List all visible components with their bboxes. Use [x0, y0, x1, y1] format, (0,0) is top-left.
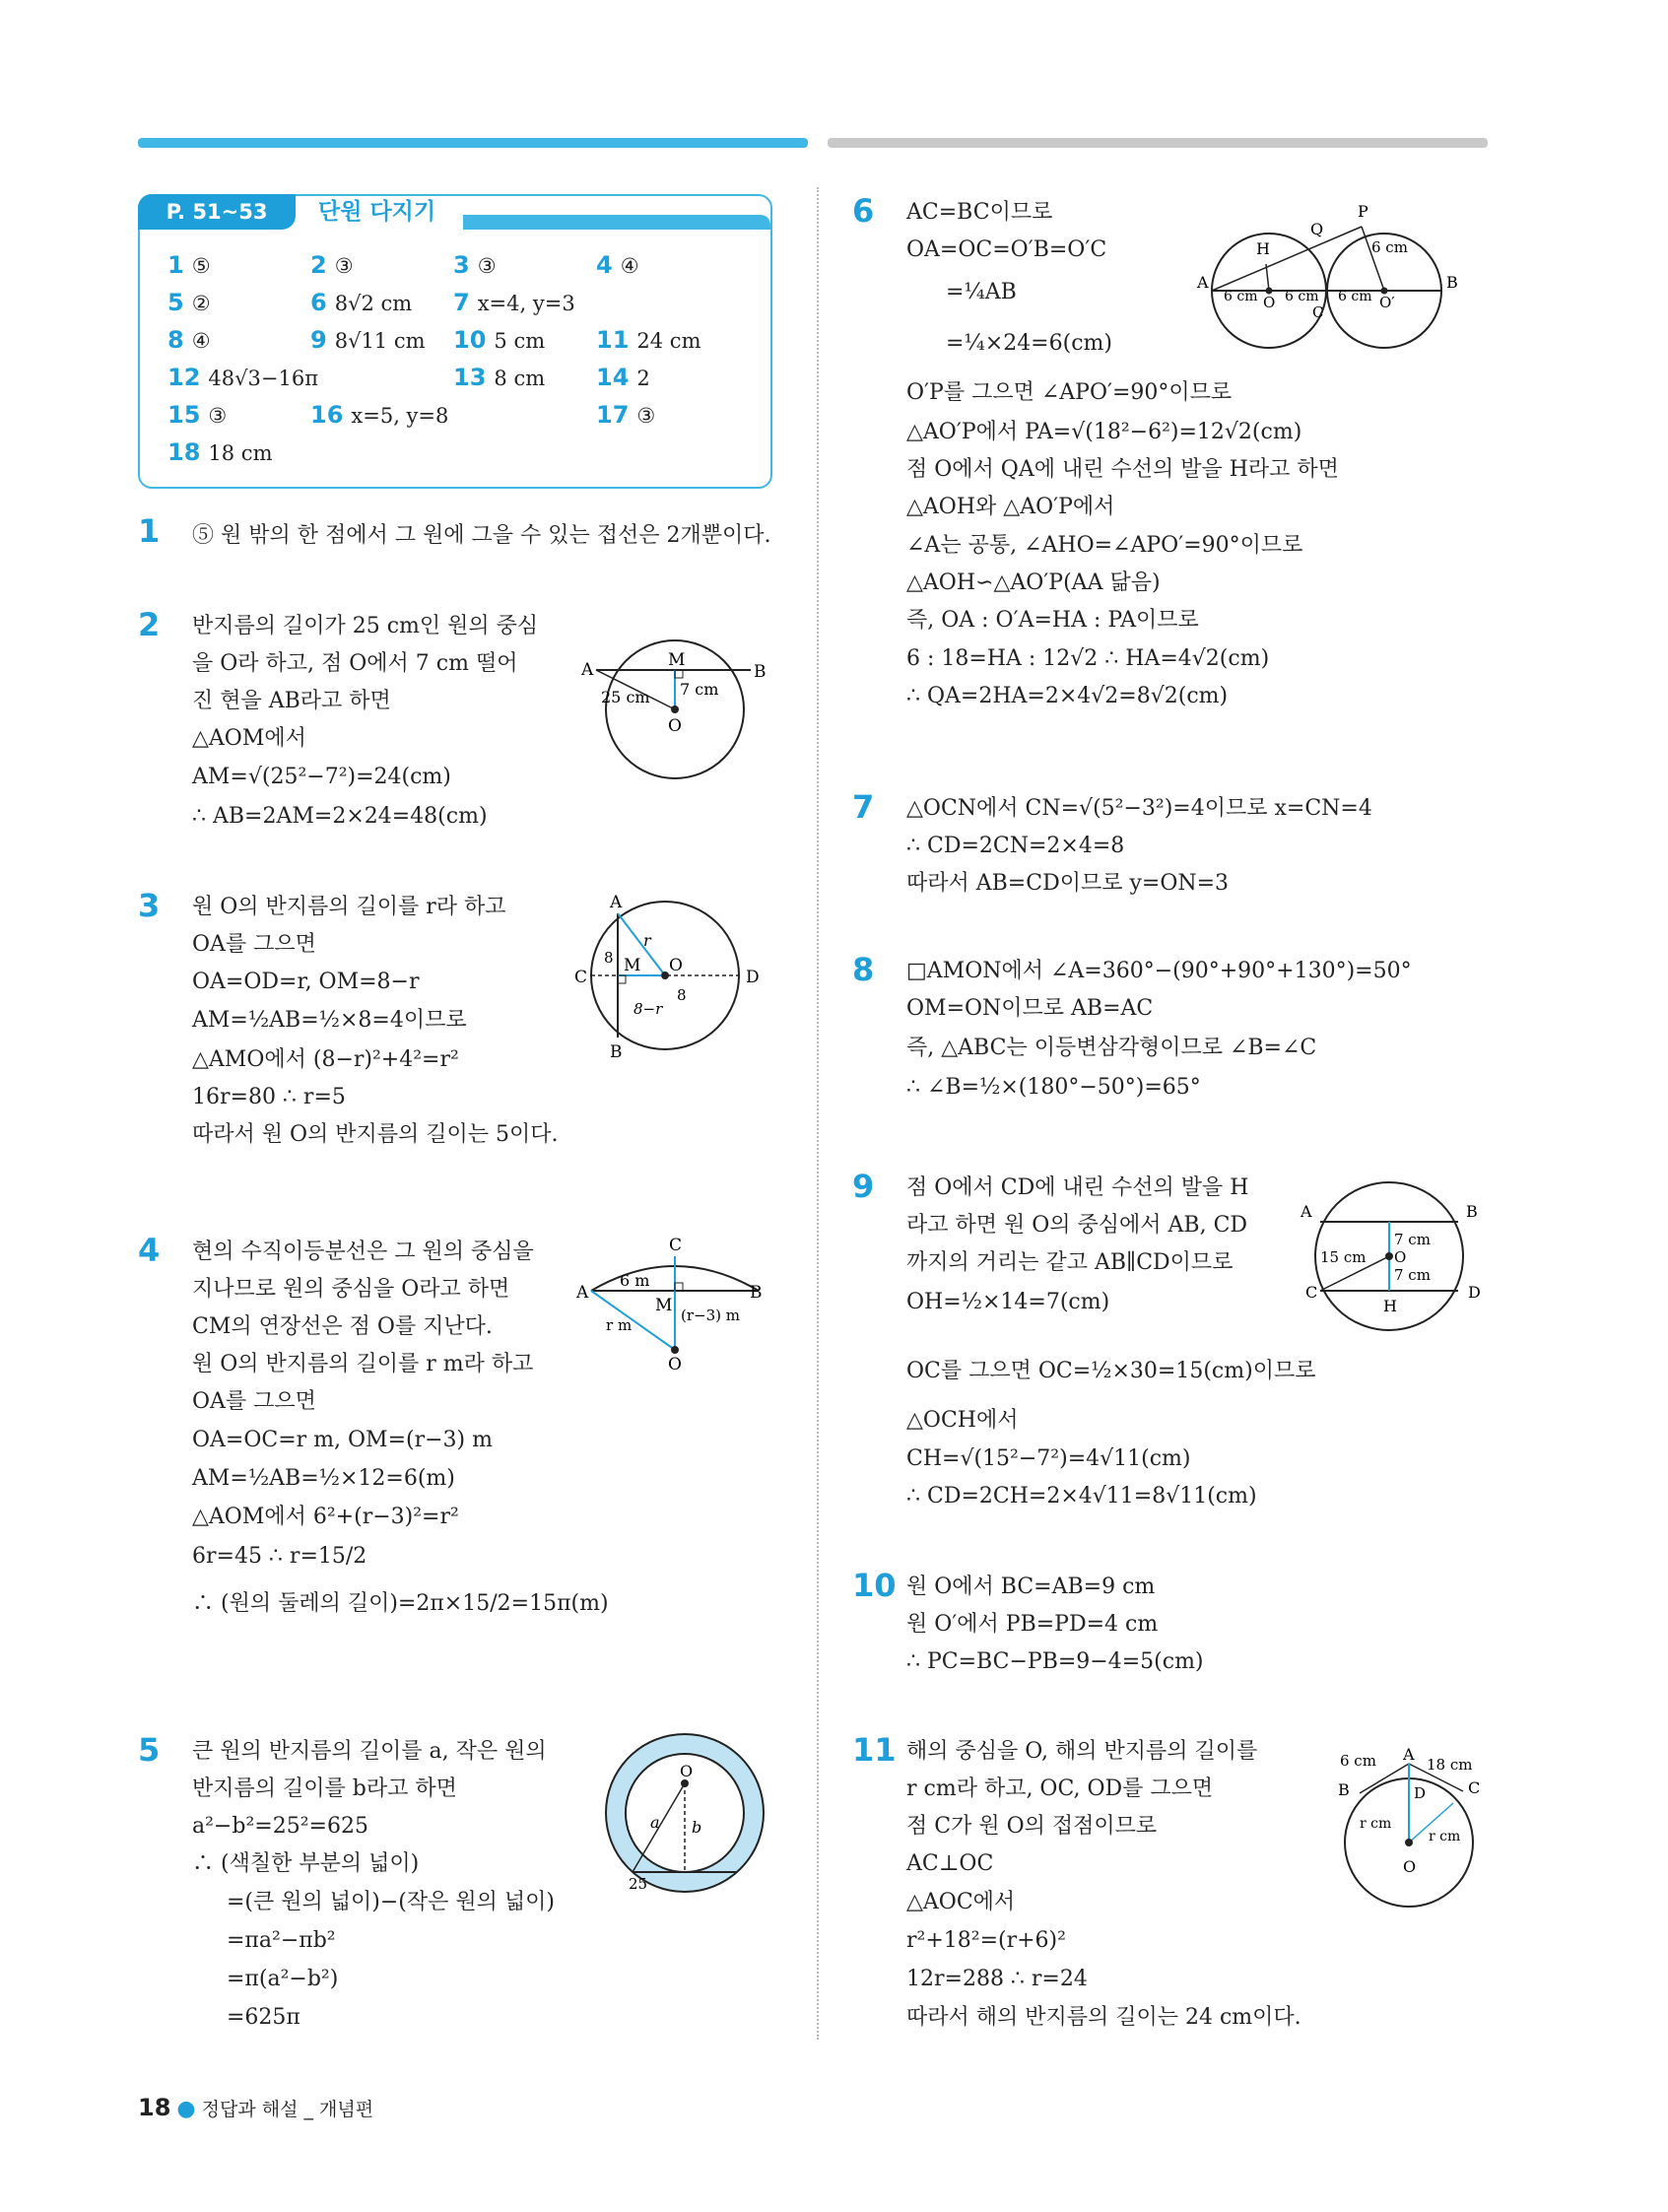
fig11-label: 18 cm — [1427, 1756, 1473, 1774]
figure-9 — [1291, 1177, 1488, 1340]
solution-line: =¼×24=6(cm) — [946, 331, 1112, 356]
answer-item — [167, 401, 227, 429]
solution-line: 따라서 AB=CD이므로 y=ON=3 — [906, 871, 1230, 896]
solution-line: a²−b²=25²=625 — [192, 1814, 368, 1839]
answer-value: ③ — [636, 404, 656, 428]
answer-value: ④ — [620, 254, 639, 278]
footer-dot-icon: ● — [176, 2097, 196, 2121]
fig6-label: 6 cm — [1285, 289, 1319, 304]
solution-line: 점 O에서 CD에 내린 수선의 발을 H — [906, 1175, 1249, 1200]
answer-value: 18 cm — [208, 441, 273, 465]
answer-number: 5 — [167, 289, 184, 316]
solution-line: 진 현을 AB라고 하면 — [192, 689, 391, 713]
solution-line: 점 O에서 QA에 내린 수선의 발을 H라고 하면 — [906, 457, 1339, 482]
solution-line: CH=√(15²−7²)=4√11(cm) — [906, 1446, 1191, 1471]
solution-line: AC=BC이므로 — [906, 200, 1053, 225]
fig4-label: C — [669, 1237, 683, 1255]
solution-line: 원 O에서 BC=AB=9 cm — [906, 1575, 1156, 1599]
fig11-label: r cm — [1429, 1829, 1461, 1844]
solution-line: OC를 그으면 OC=½×30=15(cm)이므로 — [906, 1359, 1316, 1383]
solution-line: 즉, OA : O′A=HA : PA이므로 — [906, 608, 1199, 633]
fig11-label: D — [1414, 1784, 1427, 1802]
problem-number: 11 — [852, 1731, 897, 1769]
solution-line: 현의 수직이등분선은 그 원의 중심을 — [192, 1240, 534, 1264]
fig2-label: 25 cm — [601, 688, 650, 706]
fig4-label: O — [668, 1355, 682, 1374]
answer-item — [167, 251, 211, 279]
solution-line: ∴ CD=2CN=2×4=8 — [906, 834, 1125, 858]
page-footer — [138, 2094, 373, 2121]
header-bar-left — [138, 138, 808, 148]
answer-value: 24 cm — [636, 329, 701, 353]
fig5-label: a — [650, 1813, 660, 1832]
solution-line: 12r=288 ∴ r=24 — [906, 1967, 1088, 1991]
answer-value: 8 cm — [494, 367, 546, 390]
solution-line: △AOM에서 — [192, 726, 306, 751]
solution-line: 까지의 거리는 같고 AB∥CD이므로 — [906, 1250, 1234, 1275]
fig4-label: r m — [606, 1316, 633, 1334]
figure-6 — [1182, 197, 1493, 355]
solution-line: =625π — [227, 2005, 300, 2030]
page-number: 18 — [138, 2094, 171, 2121]
answer-item — [167, 326, 211, 354]
solution-line: ∴ CD=2CH=2×4√11=8√11(cm) — [906, 1484, 1257, 1508]
fig11-label: B — [1338, 1780, 1350, 1799]
solution-line: ⑤ 원 밖의 한 점에서 그 원에 그을 수 있는 접선은 2개뿐이다. — [192, 523, 771, 548]
footer-label: 정답과 해설 _ 개념편 — [201, 2099, 374, 2120]
fig9-label: 7 cm — [1394, 1266, 1431, 1284]
answer-item — [167, 438, 272, 466]
answer-number: 13 — [453, 364, 487, 391]
solution-line: ∴ ∠B=½×(180°−50°)=65° — [906, 1075, 1201, 1100]
fig2-label: B — [754, 662, 767, 682]
solution-line: OA를 그으면 — [192, 1389, 316, 1414]
solution-line: 을 O라 하고, 점 O에서 7 cm 떨어 — [192, 651, 518, 676]
answer-item — [310, 326, 426, 354]
answer-value: ③ — [477, 254, 497, 278]
solution-line: 라고 하면 원 O의 중심에서 AB, CD — [906, 1213, 1248, 1238]
problem-number: 9 — [852, 1168, 875, 1205]
solution-line: △OCN에서 CN=√(5²−3²)=4이므로 x=CN=4 — [906, 796, 1372, 821]
figure-11 — [1330, 1744, 1488, 1916]
problem-number: 8 — [852, 951, 875, 988]
fig3-label: r — [643, 931, 651, 950]
fig9-label: 7 cm — [1394, 1231, 1431, 1248]
header-bar-right — [828, 138, 1488, 148]
solution-line: 원 O의 반지름의 길이를 r라 하고 — [192, 895, 506, 919]
fig3-label: A — [610, 893, 623, 912]
answer-value: 8√2 cm — [334, 292, 413, 315]
solution-line: OA를 그으면 — [192, 932, 316, 957]
fig6-label: Q — [1310, 220, 1324, 238]
answer-number: 16 — [310, 401, 344, 429]
fig6-label: 6 cm — [1338, 289, 1372, 304]
solution-line: 반지름의 길이가 25 cm인 원의 중심 — [192, 614, 539, 638]
answer-box-strip — [463, 215, 770, 230]
answer-value: x=4, y=3 — [477, 292, 575, 315]
solution-line: 6r=45 ∴ r=15/2 — [192, 1544, 367, 1569]
answer-number: 8 — [167, 326, 184, 354]
problem-number: 2 — [138, 606, 161, 643]
answer-number: 3 — [453, 251, 470, 279]
answer-item — [453, 364, 545, 391]
answer-number: 17 — [596, 401, 630, 429]
answer-item — [167, 289, 211, 316]
fig5-label: b — [692, 1818, 702, 1837]
problem-number: 4 — [138, 1232, 161, 1269]
fig9-label: O — [1394, 1248, 1407, 1266]
solution-line: △OCH에서 — [906, 1408, 1019, 1433]
column-divider — [817, 187, 819, 2040]
answer-value: ② — [191, 292, 211, 315]
answer-item — [310, 289, 412, 316]
fig6-label: B — [1446, 273, 1458, 292]
fig6-label: 6 cm — [1224, 289, 1258, 304]
solution-line: =(큰 원의 넓이)−(작은 원의 넓이) — [227, 1890, 555, 1914]
problem-number: 6 — [852, 192, 875, 230]
fig4-label: A — [576, 1283, 589, 1303]
solution-line: CM의 연장선은 점 O를 지난다. — [192, 1314, 493, 1339]
solution-line: 지나므로 원의 중심을 O라고 하면 — [192, 1277, 510, 1302]
answer-value: x=5, y=8 — [351, 404, 449, 428]
answer-value: 2 — [636, 367, 650, 390]
fig9-label: A — [1301, 1202, 1312, 1221]
fig4-label: M — [655, 1296, 673, 1315]
fig6-label: A — [1197, 273, 1209, 292]
answer-value: ④ — [191, 329, 211, 353]
fig3-label: M — [624, 956, 641, 975]
solution-line: AM=½AB=½×12=6(m) — [192, 1466, 455, 1491]
solution-line: =πa²−πb² — [227, 1928, 336, 1953]
answer-item — [167, 364, 318, 391]
solution-line: 해의 중심을 O, 해의 반지름의 길이를 — [906, 1739, 1258, 1764]
solution-line: OA=OC=r m, OM=(r−3) m — [192, 1428, 493, 1452]
solution-line: ∴ (원의 둘레의 길이)=2π×15/2=15π(m) — [192, 1591, 609, 1616]
answer-number: 1 — [167, 251, 184, 279]
answer-number: 9 — [310, 326, 327, 354]
solution-line: r cm라 하고, OC, OD를 그으면 — [906, 1776, 1214, 1801]
solution-line: 원 O의 반지름의 길이를 r m라 하고 — [192, 1352, 534, 1376]
figure-3 — [567, 892, 773, 1064]
solution-line: AM=½AB=½×8=4이므로 — [192, 1008, 467, 1033]
figure-5 — [601, 1729, 768, 1897]
solution-line: 점 C가 원 O의 접점이므로 — [906, 1814, 1158, 1839]
answer-item — [596, 364, 650, 391]
figure-2 — [581, 636, 778, 783]
solution-line: 따라서 해의 반지름의 길이는 24 cm이다. — [906, 2005, 1301, 2030]
problem-number: 5 — [138, 1731, 161, 1769]
fig2-label: 7 cm — [680, 680, 719, 699]
solution-line: AC⊥OC — [906, 1851, 994, 1876]
answer-item — [596, 401, 655, 429]
solution-line: AM=√(25²−7²)=24(cm) — [192, 765, 451, 789]
fig4-label: (r−3) m — [681, 1307, 740, 1324]
solution-line: 반지름의 길이를 b라고 하면 — [192, 1776, 457, 1801]
fig3-label: 8 — [604, 949, 614, 967]
solution-line: △AOC에서 — [906, 1890, 1016, 1914]
fig11-label: O — [1403, 1857, 1417, 1876]
solution-line: △AOH와 △AO′P에서 — [906, 495, 1115, 519]
unit-review-title: 단원 다지기 — [318, 199, 436, 225]
fig6-label: O′ — [1379, 294, 1395, 311]
answer-number: 12 — [167, 364, 201, 391]
answer-item — [596, 326, 701, 354]
solution-line: 큰 원의 반지름의 길이를 a, 작은 원의 — [192, 1739, 547, 1764]
problem-number: 10 — [852, 1567, 897, 1604]
answer-number: 4 — [596, 251, 613, 279]
answer-item — [453, 326, 545, 354]
solution-line: =¼AB — [946, 280, 1017, 304]
solution-line: ∠A는 공통, ∠AHO=∠APO′=90°이므로 — [906, 533, 1303, 558]
problem-number: 7 — [852, 788, 875, 826]
solution-line: 16r=80 ∴ r=5 — [192, 1085, 346, 1109]
solution-line: △AMO에서 (8−r)²+4²=r² — [192, 1047, 459, 1072]
answer-item — [310, 251, 354, 279]
solution-line: ∴ AB=2AM=2×24=48(cm) — [192, 804, 488, 829]
answer-number: 18 — [167, 438, 201, 466]
fig3-label: 8−r — [634, 1000, 663, 1018]
fig9-label: D — [1468, 1283, 1481, 1302]
solution-line: OH=½×14=7(cm) — [906, 1290, 1110, 1314]
answer-value: ⑤ — [191, 254, 211, 278]
answer-item — [596, 251, 639, 279]
fig2-label: M — [668, 650, 686, 670]
solution-line: △AOH∽△AO′P(AA 닮음) — [906, 570, 1161, 595]
fig3-label: B — [610, 1042, 623, 1062]
answer-number: 7 — [453, 289, 470, 316]
figure-4 — [576, 1237, 773, 1374]
solution-line: OA=OD=r, OM=8−r — [192, 970, 420, 994]
problem-number: 1 — [138, 512, 161, 550]
fig3-label: 8 — [677, 986, 687, 1004]
answer-value: 48√3−16π — [208, 367, 318, 390]
page-range-tab: P. 51~53 — [138, 194, 296, 230]
answer-number: 10 — [453, 326, 487, 354]
answer-number: 11 — [596, 326, 630, 354]
fig6-label: C — [1312, 303, 1324, 321]
fig6-label: P — [1358, 202, 1368, 221]
fig5-label: 25 — [629, 1875, 648, 1893]
solution-line: 6 : 18=HA : 12√2 ∴ HA=4√2(cm) — [906, 646, 1270, 671]
fig2-label: O — [668, 716, 682, 736]
solution-line: OM=ON이므로 AB=AC — [906, 996, 1154, 1021]
solution-line: 따라서 원 O의 반지름의 길이는 5이다. — [192, 1122, 559, 1147]
fig3-label: O — [669, 956, 683, 975]
answer-item — [453, 289, 575, 316]
fig9-label: C — [1305, 1283, 1318, 1302]
fig6-label: O — [1263, 294, 1276, 311]
fig9-label: B — [1466, 1202, 1478, 1221]
answer-number: 14 — [596, 364, 630, 391]
fig4-label: 6 m — [620, 1271, 650, 1290]
solution-line: OA=OC=O′B=O′C — [906, 237, 1107, 262]
fig11-label: r cm — [1360, 1816, 1392, 1832]
answer-value: ③ — [334, 254, 354, 278]
fig4-label: B — [750, 1283, 763, 1303]
fig6-label: H — [1256, 239, 1270, 258]
solution-line: =π(a²−b²) — [227, 1967, 339, 1991]
solution-line: □AMON에서 ∠A=360°−(90°+90°+130°)=50° — [906, 959, 1412, 983]
fig2-label: A — [581, 660, 594, 680]
fig9-label: 15 cm — [1320, 1248, 1367, 1266]
solution-line: r²+18²=(r+6)² — [906, 1928, 1066, 1953]
solution-line: ∴ QA=2HA=2×4√2=8√2(cm) — [906, 684, 1229, 708]
answer-item — [310, 401, 448, 429]
fig11-label: A — [1403, 1745, 1415, 1764]
answer-value: ③ — [208, 404, 228, 428]
answer-number: 2 — [310, 251, 327, 279]
answer-number: 6 — [310, 289, 327, 316]
answer-value: 8√11 cm — [334, 329, 426, 353]
solution-line: △AOM에서 6²+(r−3)²=r² — [192, 1505, 459, 1529]
fig11-label: C — [1468, 1778, 1481, 1797]
solution-line: 즉, △ABC는 이등변삼각형이므로 ∠B=∠C — [906, 1036, 1317, 1060]
solution-line: 원 O′에서 PB=PD=4 cm — [906, 1612, 1159, 1637]
fig3-label: D — [746, 968, 760, 987]
solution-line: O′P를 그으면 ∠APO′=90°이므로 — [906, 380, 1233, 405]
fig6-label: 6 cm — [1371, 238, 1408, 256]
solution-line: △AO′P에서 PA=√(18²−6²)=12√2(cm) — [906, 420, 1302, 444]
fig9-label: H — [1383, 1297, 1397, 1315]
fig5-label: O — [680, 1762, 694, 1780]
fig11-label: 6 cm — [1340, 1752, 1376, 1770]
solution-line: ∴ (색칠한 부분의 넓이) — [192, 1851, 420, 1876]
problem-number: 3 — [138, 887, 161, 924]
fig3-label: C — [574, 968, 588, 987]
answer-item — [453, 251, 497, 279]
answer-value: 5 cm — [494, 329, 546, 353]
answer-number: 15 — [167, 401, 201, 429]
solution-line: ∴ PC=BC−PB=9−4=5(cm) — [906, 1649, 1204, 1674]
